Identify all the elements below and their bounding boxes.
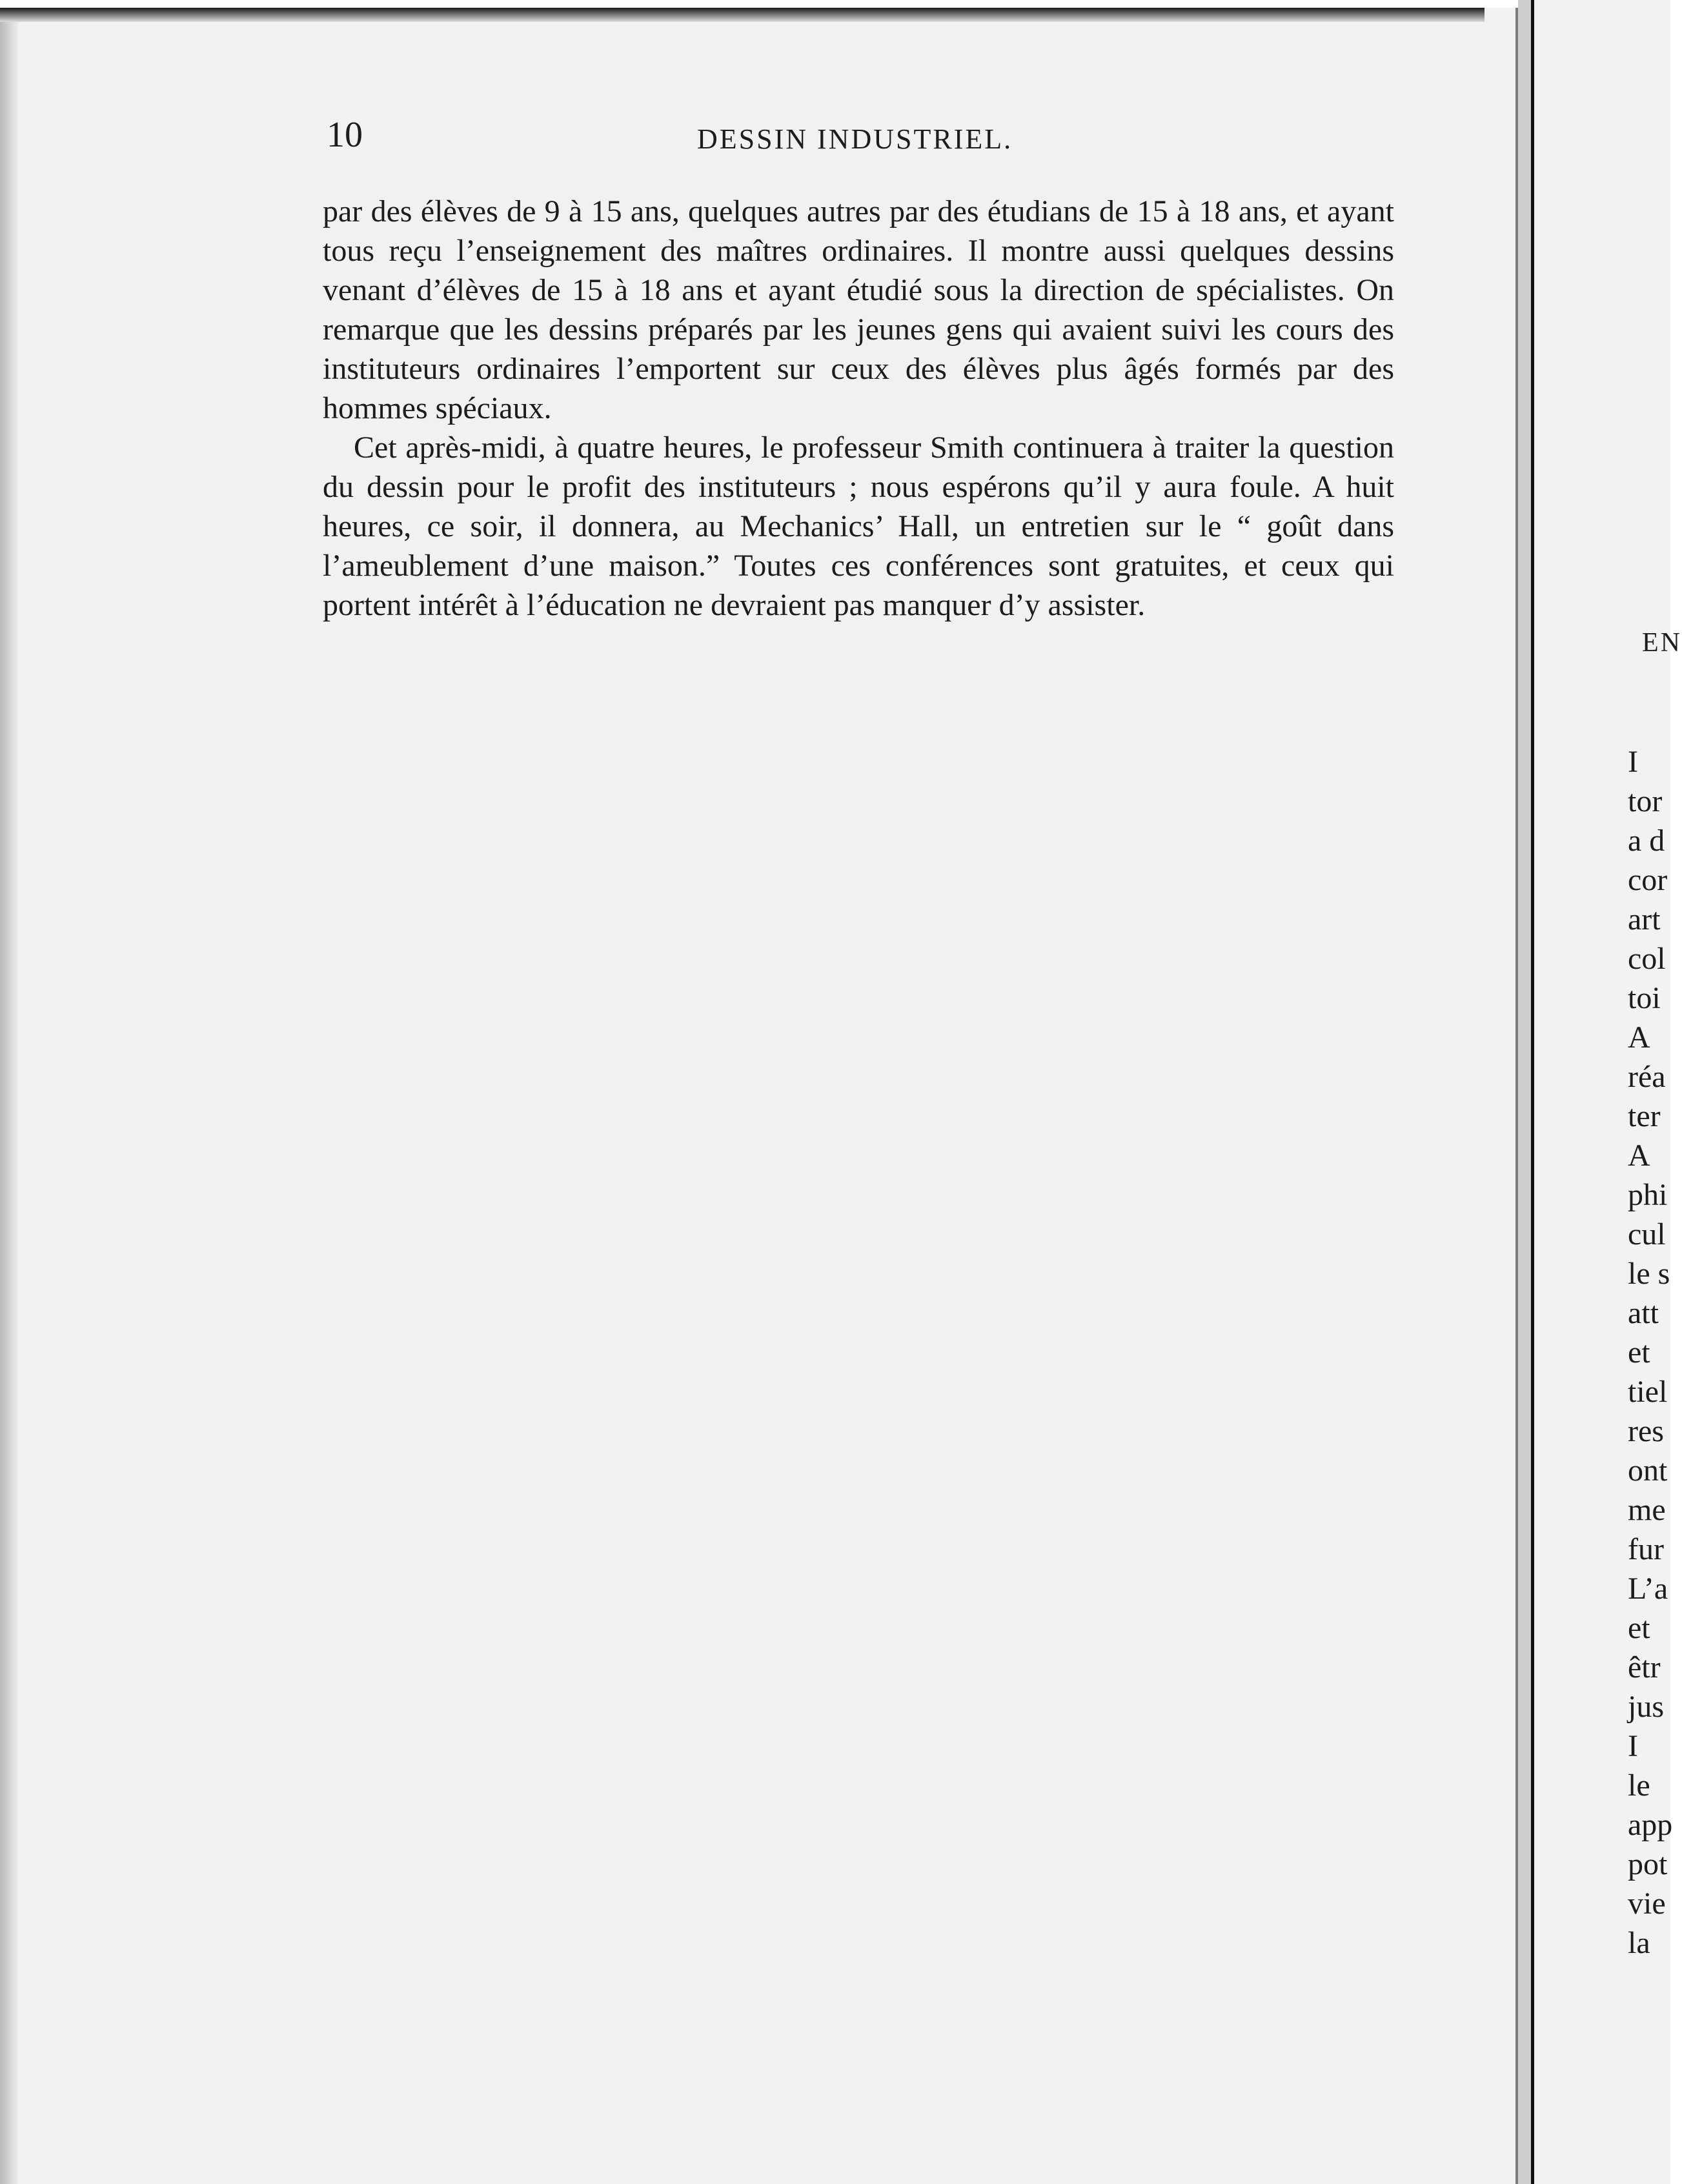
facing-page-line-fragment: cul: [1628, 1217, 1666, 1251]
facing-page-line-fragment: tiel: [1628, 1375, 1668, 1409]
facing-page-line-fragment: le s: [1628, 1257, 1670, 1291]
facing-page-line-fragment: pot: [1628, 1847, 1668, 1881]
running-head-title: DESSIN INDUSTRIEL.: [697, 123, 1013, 155]
facing-page-line-fragment: att: [1628, 1296, 1659, 1330]
facing-page-line-fragment: la: [1628, 1926, 1650, 1960]
page-top-shadow: [0, 8, 1484, 22]
facing-page-line-fragment: L’a: [1628, 1572, 1668, 1606]
facing-page-line-fragment: fur: [1628, 1532, 1664, 1566]
paragraph: Cet après-midi, à quatre heures, le professeur Smith continuera à traiter la question du dessin pour le profit des instituteurs ; nous espérons qu’il y aura foule. A huit heures, ce soir, il donnera, au Mechanics’ Hall, un entretien sur le “ goût dans l’ameublement d’une maison.” Toutes ces conférences sont gratuites, et ceux qui portent intérêt à l’éducation ne devraient pas manquer d’y assister.: [323, 430, 1394, 622]
left-page: [0, 8, 1518, 2184]
facing-page-line-fragment: A: [1628, 1020, 1650, 1055]
facing-page-line-fragment: et: [1628, 1335, 1650, 1370]
facing-page-line-fragment: êtr: [1628, 1650, 1661, 1684]
facing-page-line-fragment: art: [1628, 902, 1661, 936]
facing-page-heading-fragment: EN: [1642, 628, 1682, 658]
facing-page-line-fragment: jus: [1628, 1690, 1665, 1724]
facing-page-line-fragment: toi: [1628, 981, 1661, 1015]
facing-page-text-fragments: [1628, 742, 1673, 1963]
facing-page-line-fragment: col: [1628, 942, 1666, 976]
facing-page-line-fragment: phi: [1628, 1178, 1668, 1212]
facing-page-line-fragment: vie: [1628, 1886, 1666, 1921]
book-spine: [1518, 0, 1532, 2184]
facing-page-line-fragment: ter: [1628, 1099, 1661, 1133]
facing-page-line-fragment: le: [1628, 1768, 1650, 1803]
facing-page-line-fragment: ont: [1628, 1453, 1668, 1488]
facing-page-line-fragment: app: [1628, 1808, 1673, 1842]
facing-page-line-fragment: réa: [1628, 1060, 1666, 1094]
page-number: 10: [327, 115, 363, 155]
facing-page-line-fragment: res: [1628, 1414, 1664, 1448]
facing-page-line-fragment: A: [1628, 1138, 1650, 1173]
facing-page-line-fragment: I: [1628, 1729, 1638, 1763]
paragraph: par des élèves de 9 à 15 ans, quelques autres par des étudians de 15 à 18 ans, et ayant tous reçu l’enseignement des maîtres ordinaires. Il montre aussi quelques dessins venant d’élèves de 15 à 18 ans et ayant étudié sous la direction de spécialistes. On remarque que les dessins préparés par les jeunes gens qui avaient suivi les cours des instituteurs ordinaires l’emportent sur ceux des élèves plus âgés formés par des hommes spéciaux.: [323, 194, 1394, 425]
facing-page-line-fragment: me: [1628, 1493, 1666, 1527]
facing-page-line-fragment: tor: [1628, 784, 1663, 818]
page-body: [323, 192, 1394, 625]
facing-page-line-fragment: cor: [1628, 863, 1668, 897]
facing-page-line-fragment: a d: [1628, 824, 1665, 858]
facing-page-line-fragment: et: [1628, 1611, 1650, 1645]
facing-page-line-fragment: I: [1628, 745, 1638, 779]
